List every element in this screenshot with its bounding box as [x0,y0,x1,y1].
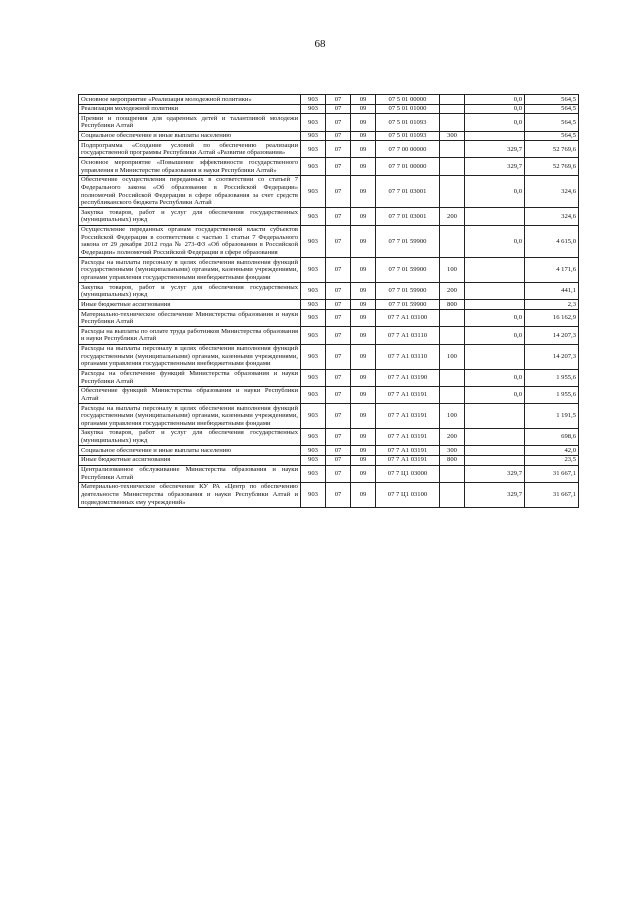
row-section-code: 07 [326,446,351,456]
row-value-1 [465,446,525,456]
row-value-2: 324,6 [525,175,579,208]
table-row [79,455,579,465]
row-ministry-code: 903 [301,158,326,175]
table-row [79,428,579,445]
row-subsection-code: 09 [351,225,376,258]
table-row [79,404,579,429]
table-row [79,158,579,175]
row-value-1: 329,7 [465,158,525,175]
row-section-code: 07 [326,158,351,175]
row-subsection-code: 09 [351,208,376,225]
row-ministry-code: 903 [301,283,326,300]
row-subsection-code: 09 [351,465,376,482]
row-ministry-code: 903 [301,310,326,327]
row-subsection-code: 09 [351,131,376,141]
row-value-2: 564,5 [525,114,579,131]
row-ministry-code: 903 [301,344,326,369]
row-expense-type [440,327,465,344]
row-ministry-code: 903 [301,131,326,141]
row-name: Подпрограмма «Создание условий по обеспечению реализации государственной программы Республики Алтай «Развитие образования» [79,141,301,158]
row-subsection-code: 09 [351,300,376,310]
row-value-1 [465,455,525,465]
row-expense-type [440,175,465,208]
row-subsection-code: 09 [351,158,376,175]
row-ministry-code: 903 [301,455,326,465]
row-value-2: 31 667,1 [525,482,579,507]
row-section-code: 07 [326,482,351,507]
row-target-article: 07 5 01 00000 [376,95,440,105]
row-name: Социальное обеспечение и иные выплаты населению [79,446,301,456]
row-section-code: 07 [326,404,351,429]
row-value-1: 0,0 [465,175,525,208]
row-value-2: 31 667,1 [525,465,579,482]
row-value-2: 2,3 [525,300,579,310]
row-target-article: 07 7 01 59900 [376,300,440,310]
row-expense-type [440,95,465,105]
row-ministry-code: 903 [301,225,326,258]
table-row [79,344,579,369]
row-section-code: 07 [326,95,351,105]
row-expense-type [440,104,465,114]
row-subsection-code: 09 [351,310,376,327]
row-value-2: 52 769,6 [525,158,579,175]
row-name: Материально-техническое обеспечение КУ РА «Центр по обеспечению деятельности Министерства образования и науки Республики Алтай и подведомственных ему учреждений» [79,482,301,507]
row-target-article: 07 5 01 01000 [376,104,440,114]
row-name: Осуществление переданных органам государственной власти субъектов Российской Федерации в соответствии с частью 1 статьи 7 Федерального закона от 29 декабря 2012 года № 273-ФЗ «Об образовании в Российской Федерации» полномочий Российской Федерации в сфере образования [79,225,301,258]
row-value-2: 564,5 [525,131,579,141]
row-target-article: 07 7 01 59900 [376,225,440,258]
row-expense-type [440,158,465,175]
row-name: Основное мероприятие «Реализация молодежной политики» [79,95,301,105]
row-subsection-code: 09 [351,141,376,158]
row-name: Реализация молодежной политики [79,104,301,114]
row-ministry-code: 903 [301,114,326,131]
row-value-1 [465,131,525,141]
row-section-code: 07 [326,344,351,369]
table-row [79,283,579,300]
row-name: Расходы на выплаты по оплате труда работников Министерства образования и науки Республики Алтай [79,327,301,344]
row-subsection-code: 09 [351,428,376,445]
row-section-code: 07 [326,141,351,158]
row-ministry-code: 903 [301,369,326,386]
row-section-code: 07 [326,310,351,327]
table-row [79,369,579,386]
row-expense-type: 100 [440,404,465,429]
row-name: Расходы на выплаты персоналу в целях обеспечения выполнения функций государственными (муниципальными) органами, казенными учреждениями, органами управления государственными внебюджетными фондами [79,258,301,283]
row-value-2: 4 171,6 [525,258,579,283]
row-expense-type: 300 [440,131,465,141]
row-value-1 [465,300,525,310]
row-section-code: 07 [326,175,351,208]
table-row [79,482,579,507]
row-subsection-code: 09 [351,283,376,300]
row-expense-type [440,386,465,403]
row-expense-type [440,310,465,327]
row-ministry-code: 903 [301,258,326,283]
row-name: Основное мероприятие «Повышение эффективности государственного управления в Министерстве образования и науки Республики Алтай» [79,158,301,175]
row-expense-type: 200 [440,428,465,445]
row-target-article: 07 7 А1 03191 [376,404,440,429]
row-expense-type: 300 [440,446,465,456]
row-section-code: 07 [326,208,351,225]
row-section-code: 07 [326,283,351,300]
row-value-2: 1 191,5 [525,404,579,429]
row-value-2: 441,1 [525,283,579,300]
table-row [79,465,579,482]
row-section-code: 07 [326,131,351,141]
row-ministry-code: 903 [301,175,326,208]
row-value-1: 0,0 [465,369,525,386]
row-name: Материально-техническое обеспечение Министерства образования и науки Республики Алтай [79,310,301,327]
row-target-article: 07 7 А1 03191 [376,446,440,456]
row-expense-type: 200 [440,208,465,225]
row-section-code: 07 [326,455,351,465]
row-target-article: 07 7 А1 03191 [376,386,440,403]
row-subsection-code: 09 [351,327,376,344]
row-ministry-code: 903 [301,95,326,105]
table-row [79,95,579,105]
row-value-2: 14 207,3 [525,344,579,369]
row-subsection-code: 09 [351,446,376,456]
row-name: Иные бюджетные ассигнования [79,455,301,465]
row-value-1 [465,258,525,283]
row-name: Социальное обеспечение и иные выплаты населению [79,131,301,141]
row-value-2: 23,5 [525,455,579,465]
row-section-code: 07 [326,114,351,131]
row-expense-type: 200 [440,283,465,300]
row-target-article: 07 7 Ц1 03100 [376,482,440,507]
row-subsection-code: 09 [351,369,376,386]
row-value-2: 52 769,6 [525,141,579,158]
row-expense-type [440,465,465,482]
row-target-article: 07 7 А1 03190 [376,369,440,386]
row-value-2: 324,6 [525,208,579,225]
row-section-code: 07 [326,369,351,386]
table-row [79,327,579,344]
row-value-1 [465,428,525,445]
row-name: Централизованное обслуживание Министерства образования и науки Республики Алтай [79,465,301,482]
row-section-code: 07 [326,104,351,114]
row-ministry-code: 903 [301,141,326,158]
row-expense-type [440,225,465,258]
table-row [79,208,579,225]
row-target-article: 07 5 01 01093 [376,114,440,131]
row-value-2: 564,5 [525,95,579,105]
table-row [79,446,579,456]
row-ministry-code: 903 [301,327,326,344]
row-target-article: 07 7 Ц1 03000 [376,465,440,482]
row-value-2: 4 615,0 [525,225,579,258]
table-row [79,175,579,208]
row-value-1: 0,0 [465,225,525,258]
row-name: Расходы на выплаты персоналу в целях обеспечения выполнения функций государственными (муниципальными) органами, казенными учреждениями, органами управления государственными внебюджетными фондами [79,404,301,429]
row-target-article: 07 5 01 01093 [376,131,440,141]
row-value-2: 564,5 [525,104,579,114]
table-row [79,131,579,141]
table-row [79,225,579,258]
row-expense-type [440,141,465,158]
row-subsection-code: 09 [351,95,376,105]
row-subsection-code: 09 [351,404,376,429]
row-subsection-code: 09 [351,175,376,208]
row-target-article: 07 7 01 00000 [376,158,440,175]
table-row [79,141,579,158]
row-value-1: 0,0 [465,104,525,114]
row-section-code: 07 [326,465,351,482]
row-name: Расходы на выплаты персоналу в целях обеспечения выполнения функций государственными (муниципальными) органами, казенными учреждениями, органами управления государственными внебюджетными фондами [79,344,301,369]
row-target-article: 07 7 А1 03191 [376,455,440,465]
row-value-1: 0,0 [465,327,525,344]
row-target-article: 07 7 А1 03110 [376,327,440,344]
row-name: Расходы на обеспечение функций Министерства образования и науки Республики Алтай [79,369,301,386]
row-value-2: 14 207,3 [525,327,579,344]
row-expense-type [440,114,465,131]
table-row [79,386,579,403]
row-value-1: 329,7 [465,482,525,507]
row-value-1: 0,0 [465,386,525,403]
row-value-1 [465,404,525,429]
table-row [79,300,579,310]
row-target-article: 07 7 А1 03100 [376,310,440,327]
row-value-2: 698,6 [525,428,579,445]
row-ministry-code: 903 [301,404,326,429]
table-row [79,104,579,114]
row-value-2: 42,0 [525,446,579,456]
row-name: Закупка товаров, работ и услуг для обеспечения государственных (муниципальных) нужд [79,283,301,300]
row-value-1: 0,0 [465,95,525,105]
row-value-2: 1 955,6 [525,369,579,386]
row-ministry-code: 903 [301,386,326,403]
table-row [79,114,579,131]
row-section-code: 07 [326,327,351,344]
row-name: Закупка товаров, работ и услуг для обеспечения государственных (муниципальных) нужд [79,428,301,445]
row-section-code: 07 [326,258,351,283]
row-section-code: 07 [326,428,351,445]
budget-table [78,94,579,508]
row-name: Обеспечение осуществления переданных в соответствии со статьей 7 Федерального закона «Об образовании в Российской Федерации» полномочий Российской Федерации в сфере образования за счет средств республиканского бюджета Республики Алтай [79,175,301,208]
table-row [79,310,579,327]
row-target-article: 07 7 А1 03191 [376,428,440,445]
row-target-article: 07 7 01 03001 [376,175,440,208]
page-number: 68 [314,38,326,50]
row-ministry-code: 903 [301,104,326,114]
row-name: Обеспечение функций Министерства образования и науки Республики Алтай [79,386,301,403]
row-target-article: 07 7 А1 03110 [376,344,440,369]
row-expense-type: 100 [440,258,465,283]
row-target-article: 07 7 01 59900 [376,258,440,283]
row-ministry-code: 903 [301,446,326,456]
row-name: Иные бюджетные ассигнования [79,300,301,310]
row-subsection-code: 09 [351,344,376,369]
row-subsection-code: 09 [351,386,376,403]
row-section-code: 07 [326,300,351,310]
row-subsection-code: 09 [351,455,376,465]
row-expense-type: 100 [440,344,465,369]
row-ministry-code: 903 [301,208,326,225]
row-section-code: 07 [326,225,351,258]
row-value-2: 1 955,6 [525,386,579,403]
row-ministry-code: 903 [301,482,326,507]
row-subsection-code: 09 [351,258,376,283]
row-value-1: 0,0 [465,310,525,327]
row-expense-type [440,482,465,507]
row-value-1: 329,7 [465,465,525,482]
row-name: Премии и поощрения для одаренных детей и талантливой молодежи Республики Алтай [79,114,301,131]
row-section-code: 07 [326,386,351,403]
row-value-1: 0,0 [465,114,525,131]
table-row [79,258,579,283]
row-target-article: 07 7 01 03001 [376,208,440,225]
row-ministry-code: 903 [301,428,326,445]
row-expense-type: 800 [440,300,465,310]
row-value-1 [465,283,525,300]
row-subsection-code: 09 [351,104,376,114]
row-expense-type [440,369,465,386]
row-value-1 [465,208,525,225]
row-ministry-code: 903 [301,465,326,482]
row-ministry-code: 903 [301,300,326,310]
row-target-article: 07 7 01 59900 [376,283,440,300]
row-name: Закупка товаров, работ и услуг для обеспечения государственных (муниципальных) нужд [79,208,301,225]
row-expense-type: 800 [440,455,465,465]
row-target-article: 07 7 00 00000 [376,141,440,158]
row-subsection-code: 09 [351,482,376,507]
row-subsection-code: 09 [351,114,376,131]
row-value-1 [465,344,525,369]
row-value-2: 16 162,9 [525,310,579,327]
row-value-1: 329,7 [465,141,525,158]
